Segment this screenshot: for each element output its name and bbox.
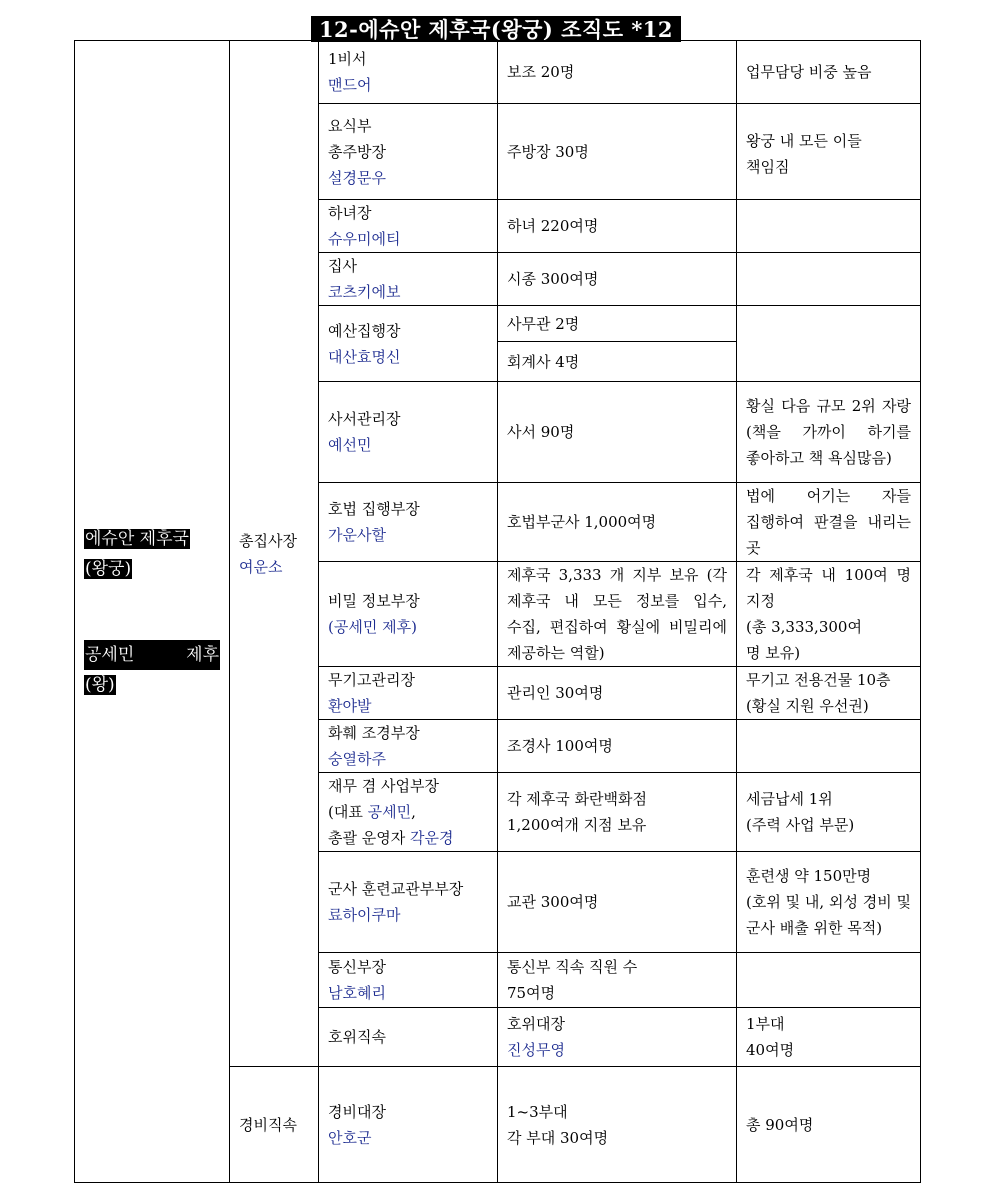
staff-cell: 교관 300여명 xyxy=(498,852,737,953)
table-row xyxy=(75,41,921,104)
position-cell: 집사 코츠키에보 xyxy=(319,253,498,306)
position-cell: 군사 훈련교관부부장 료하이쿠마 xyxy=(319,852,498,953)
position-cell: 1비서 맨드어 xyxy=(319,41,498,104)
staff-cell: 회계사 4명 xyxy=(498,342,737,382)
staff-cell: 1~3부대 각 부대 30여명 xyxy=(498,1067,737,1183)
staff-cell: 호법부군사 1,000여명 xyxy=(498,483,737,562)
position-cell: 호법 집행부장 가운사할 xyxy=(319,483,498,562)
staff-cell: 주방장 30명 xyxy=(498,104,737,200)
position-cell: 재무 겸 사업부장 (대표 공세민, 총괄 운영자 각운경 xyxy=(319,773,498,852)
note-cell xyxy=(737,200,921,253)
note-cell: 총 90여명 xyxy=(737,1067,921,1183)
note-cell: 훈련생 약 150만명 (호위 및 내, 외성 경비 및 군사 배출 위한 목적) xyxy=(737,852,921,953)
staff-cell: 통신부 직속 직원 수 75여명 xyxy=(498,953,737,1008)
page-title: 12-에슈안 제후국(왕궁) 조직도 *12 xyxy=(0,10,992,42)
note-cell: 각 제후국 내 100여 명 지정 (총 3,333,300여 명 보유) xyxy=(737,562,921,667)
position-cell: 사서관리장 예선민 xyxy=(319,382,498,483)
staff-cell: 보조 20명 xyxy=(498,41,737,104)
position-cell: 예산집행장 대산효명신 xyxy=(319,306,498,382)
root-ruler: 공세민 제후 xyxy=(84,640,220,670)
root-subtitle: (왕궁) xyxy=(85,558,132,579)
note-cell xyxy=(737,720,921,773)
position-cell: 통신부장 남호혜리 xyxy=(319,953,498,1008)
position-cell: 비밀 정보부장 (공세민 제후) xyxy=(319,562,498,667)
position-cell: 하녀장 슈우미에티 xyxy=(319,200,498,253)
staff-cell: 사서 90명 xyxy=(498,382,737,483)
staff-cell: 관리인 30여명 xyxy=(498,667,737,720)
org-chart-table xyxy=(74,40,921,1183)
note-cell xyxy=(737,306,921,382)
note-cell: 황실 다음 규모 2위 자랑 (책을 가까이 하기를 좋아하고 책 욕심많음) xyxy=(737,382,921,483)
staff-cell: 하녀 220여명 xyxy=(498,200,737,253)
division-guard: 호위직속 xyxy=(319,1008,498,1067)
note-cell xyxy=(737,253,921,306)
staff-cell: 조경사 100여명 xyxy=(498,720,737,773)
staff-cell: 사무관 2명 xyxy=(498,306,737,342)
note-cell: 왕궁 내 모든 이들 책임짐 xyxy=(737,104,921,200)
position-cell: 요식부 총주방장 설경문우 xyxy=(319,104,498,200)
division-security: 경비직속 xyxy=(230,1067,319,1183)
division-chief-steward: 총집사장 여운소 xyxy=(230,41,319,1067)
staff-cell: 각 제후국 화란백화점 1,200여개 지점 보유 xyxy=(498,773,737,852)
staff-cell: 제후국 3,333 개 지부 보유 (각 제후국 내 모든 정보를 입수, 수집, 편집하여 황실에 비밀리에 제공하는 역할) xyxy=(498,562,737,667)
root-ruler-role: (왕) xyxy=(85,674,115,695)
note-cell: 업무담당 비중 높음 xyxy=(737,41,921,104)
position-cell: 무기고관리장 환야발 xyxy=(319,667,498,720)
root-name: 에슈안 제후국 xyxy=(85,528,189,549)
note-cell: 법에 어기는 자들 집행하여 판결을 내리는 곳 xyxy=(737,483,921,562)
position-cell: 호위대장 진성무영 xyxy=(498,1008,737,1067)
position-cell: 경비대장 안호군 xyxy=(319,1067,498,1183)
staff-cell: 시종 300여명 xyxy=(498,253,737,306)
note-cell: 세금납세 1위 (주력 사업 부문) xyxy=(737,773,921,852)
note-cell xyxy=(737,953,921,1008)
root-cell xyxy=(75,41,230,1183)
position-cell: 화훼 조경부장 숭열하주 xyxy=(319,720,498,773)
note-cell: 무기고 전용건물 10층 (황실 지원 우선권) xyxy=(737,667,921,720)
staff-cell: 1부대 40여명 xyxy=(737,1008,921,1067)
